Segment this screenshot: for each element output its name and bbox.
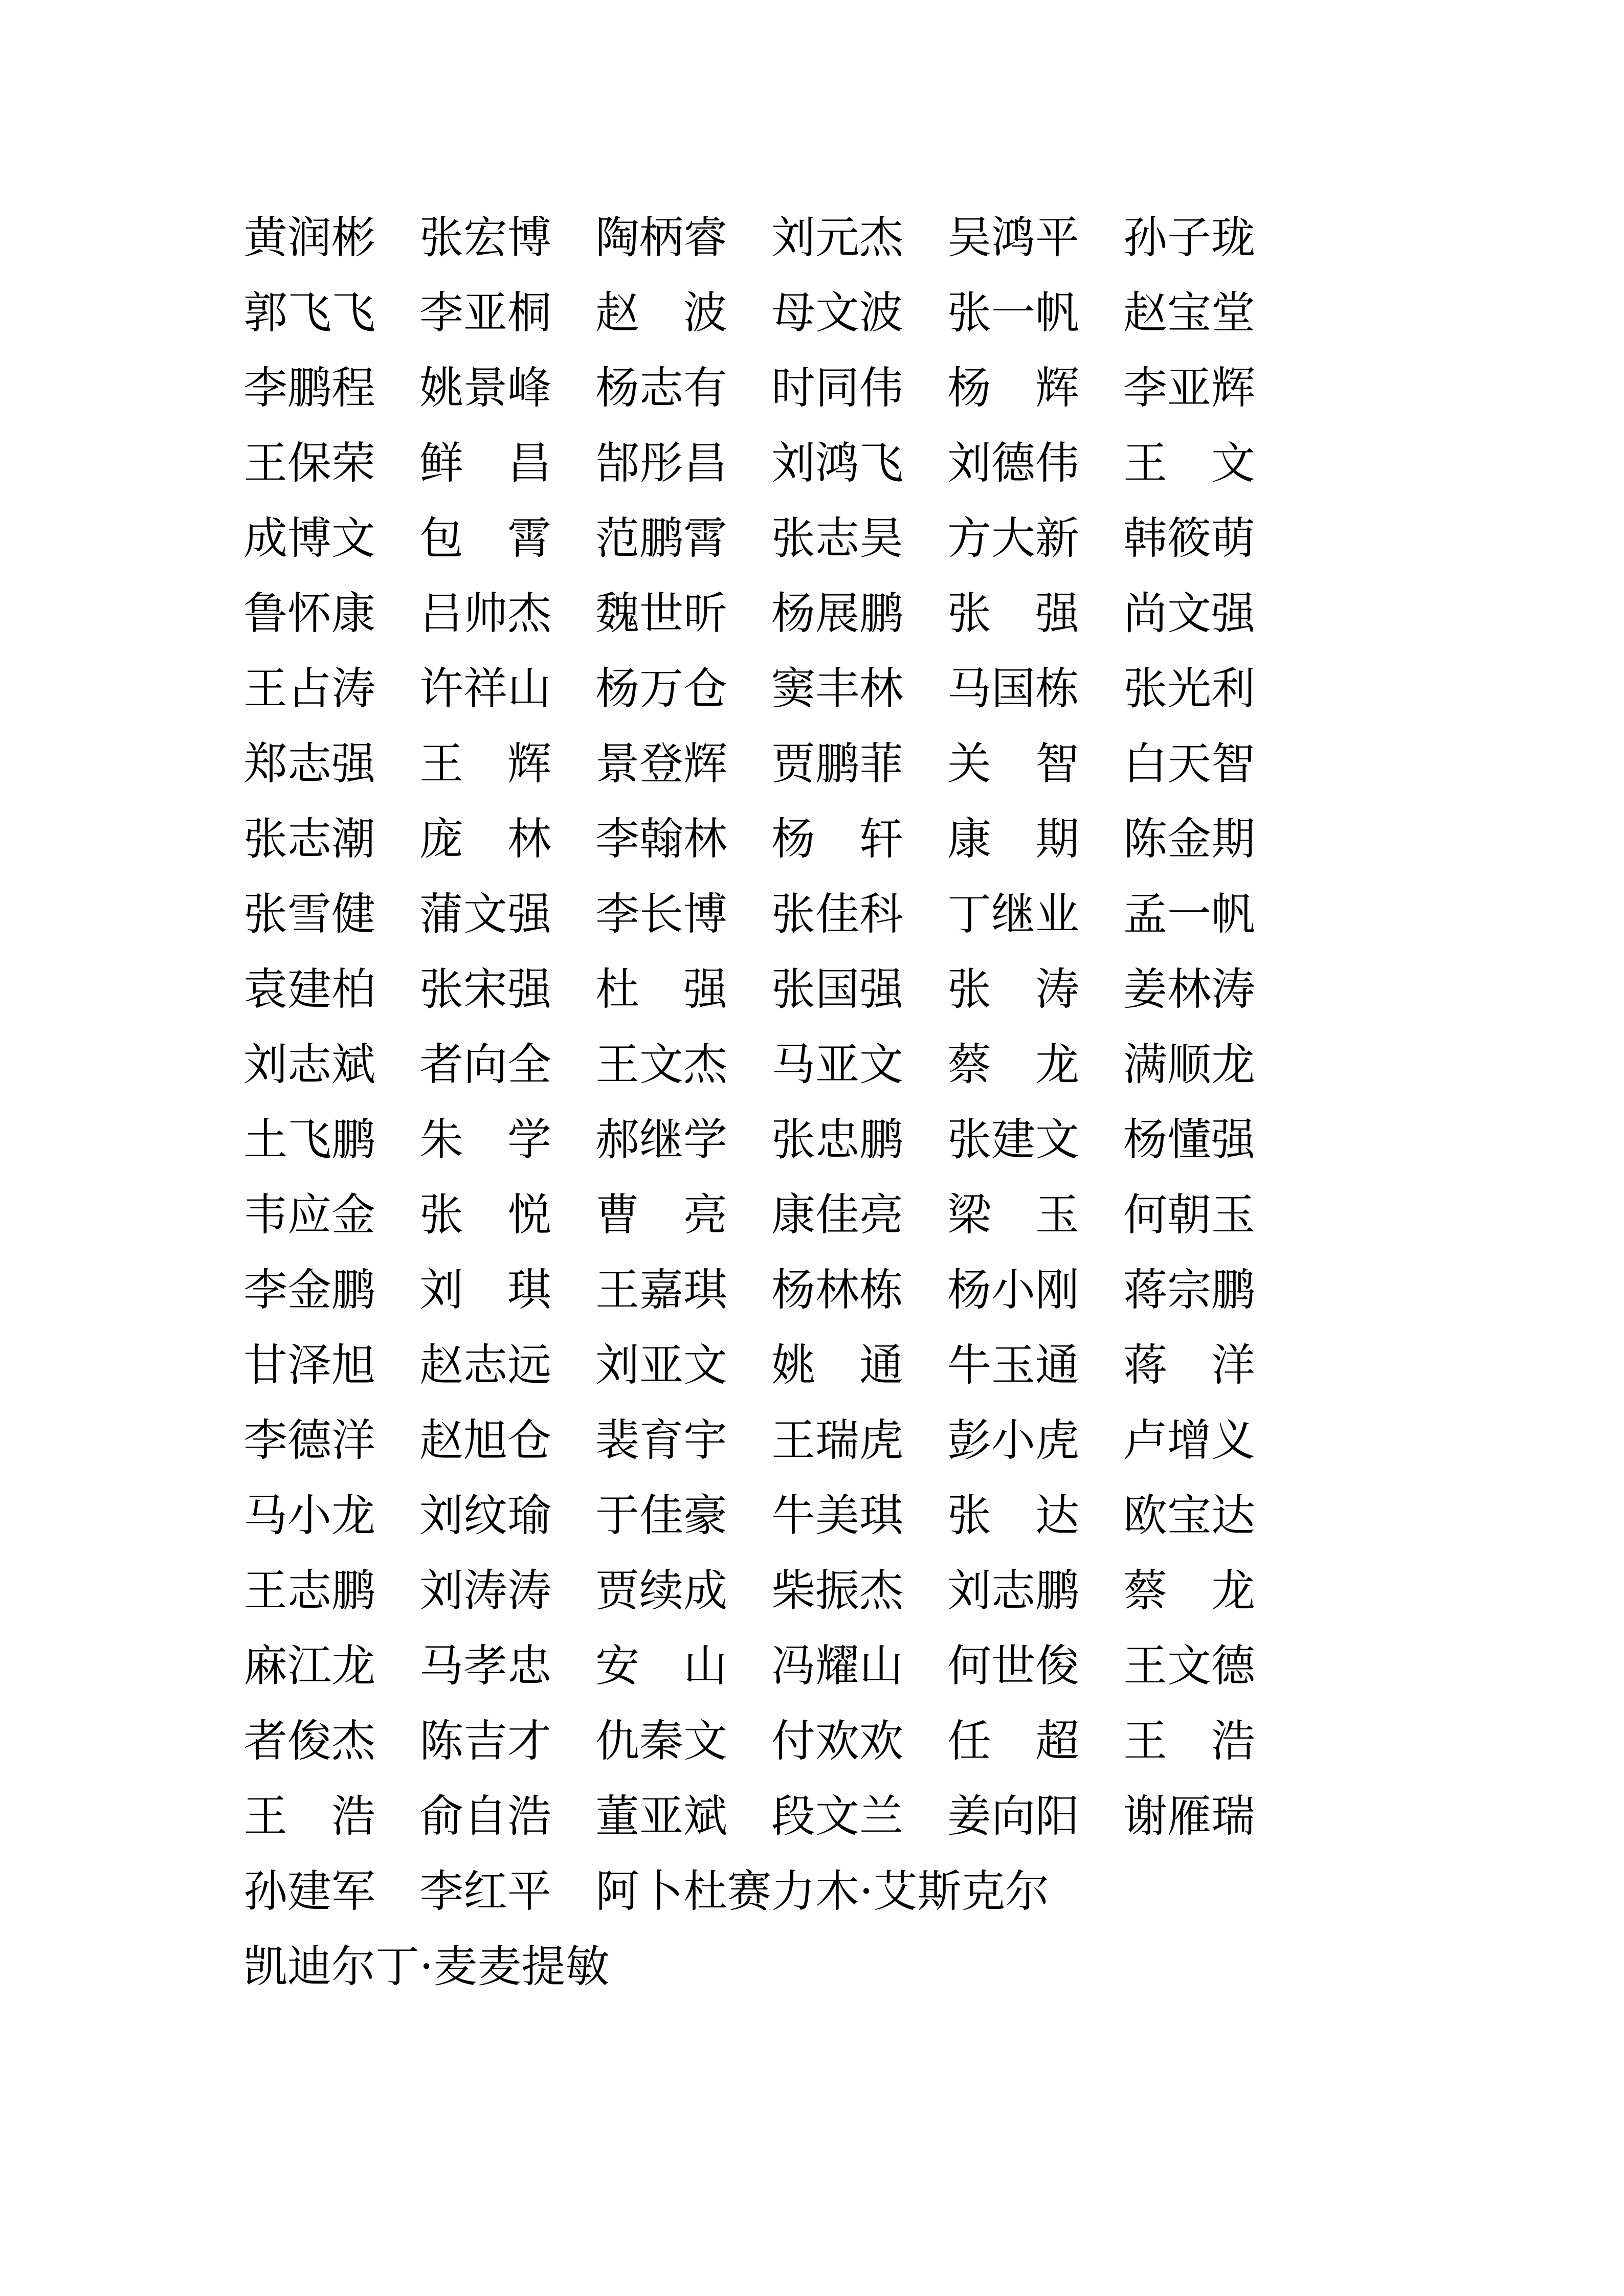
person-name: 刘涛涛 [419,1565,551,1616]
person-name: 李长博 [595,889,727,940]
person-name: 陈金期 [1123,814,1255,865]
person-name: 卢增义 [1123,1415,1255,1466]
person-name: 牛玉通 [947,1340,1079,1391]
person-name: 任 超 [947,1716,1079,1767]
person-name: 欧宝达 [1123,1490,1255,1541]
person-name: 郭飞飞 [243,287,375,339]
person-name: 阿卜杜赛力木·艾斯克尔 [595,1866,1050,1917]
person-name: 马国栋 [947,663,1079,714]
name-row [243,1178,1255,1253]
name-row [243,1554,1255,1629]
person-name: 杨懂强 [1123,1114,1255,1165]
name-row [243,1629,1255,1704]
person-name: 张 涛 [947,964,1079,1015]
person-name: 冯耀山 [771,1640,903,1692]
person-name: 张宋强 [419,964,551,1015]
person-name: 吕帅杰 [419,588,551,639]
person-name: 王嘉琪 [595,1265,727,1316]
person-name: 孟一帆 [1123,889,1255,940]
person-name: 李金鹏 [243,1265,375,1316]
person-name: 马小龙 [243,1490,375,1541]
person-name: 王志鹏 [243,1565,375,1616]
person-name: 张国强 [771,964,903,1015]
person-name: 成博文 [243,513,375,564]
person-name: 者俊杰 [243,1716,375,1767]
person-name: 曹 亮 [595,1189,727,1241]
person-name: 姜林涛 [1123,964,1255,1015]
person-name: 张光利 [1123,663,1255,714]
person-name: 鲜 昌 [419,438,551,489]
person-name: 李亚桐 [419,287,551,339]
person-name: 付欢欢 [771,1716,903,1767]
person-name: 姚景峰 [419,363,551,414]
person-name: 仇秦文 [595,1716,727,1767]
person-name: 蔡 龙 [947,1039,1079,1090]
person-name: 凯迪尔丁·麦麦提敏 [243,1941,610,1992]
person-name: 王瑞虎 [771,1415,903,1466]
person-name: 蒋 洋 [1123,1340,1255,1391]
person-name: 蔡 龙 [1123,1565,1255,1616]
person-name: 魏世昕 [595,588,727,639]
person-name: 张 达 [947,1490,1079,1541]
person-name: 李翰林 [595,814,727,865]
person-name: 郝继学 [595,1114,727,1165]
person-name: 刘鸿飞 [771,438,903,489]
person-name: 王文德 [1123,1640,1255,1692]
person-name: 柴振杰 [771,1565,903,1616]
person-name: 白天智 [1123,738,1255,790]
person-name: 景登辉 [595,738,727,790]
name-row [243,200,1255,276]
person-name: 李亚辉 [1123,363,1255,414]
name-row [243,1328,1255,1403]
name-row [243,1027,1255,1102]
person-name: 关 智 [947,738,1079,790]
person-name: 韩筱萌 [1123,513,1255,564]
person-name: 杨志有 [595,363,727,414]
person-name: 杨林栋 [771,1265,903,1316]
person-name: 窦丰林 [771,663,903,714]
person-name: 麻江龙 [243,1640,375,1692]
person-name: 尚文强 [1123,588,1255,639]
person-name: 刘志鹏 [947,1565,1079,1616]
name-row [243,651,1255,727]
person-name: 张一帆 [947,287,1079,339]
person-name: 俞自浩 [419,1791,551,1842]
person-name: 朱 学 [419,1114,551,1165]
name-row [243,802,1255,877]
person-name: 张志昊 [771,513,903,564]
person-name: 刘志斌 [243,1039,375,1090]
name-row [243,426,1255,501]
name-row [243,351,1255,426]
person-name: 张雪健 [243,889,375,940]
person-name: 杨万仓 [595,663,727,714]
person-name: 何朝玉 [1123,1189,1255,1241]
person-name: 者向全 [419,1039,551,1090]
person-name: 陶柄睿 [595,212,727,263]
person-name: 安 山 [595,1640,727,1692]
person-name: 姜向阳 [947,1791,1079,1842]
person-name: 李德洋 [243,1415,375,1466]
person-name: 牛美琪 [771,1490,903,1541]
person-name: 贾续成 [595,1565,727,1616]
person-name: 赵 波 [595,287,727,339]
person-name: 王 浩 [243,1791,375,1842]
person-name: 杨展鹏 [771,588,903,639]
person-name: 郜彤昌 [595,438,727,489]
person-name: 杨小刚 [947,1265,1079,1316]
person-name: 刘德伟 [947,438,1079,489]
person-name: 许祥山 [419,663,551,714]
person-name: 张忠鹏 [771,1114,903,1165]
person-name: 马亚文 [771,1039,903,1090]
person-name: 鲁怀康 [243,588,375,639]
person-name: 王 浩 [1123,1716,1255,1767]
person-name: 张建文 [947,1114,1079,1165]
name-row [243,276,1255,351]
person-name: 贾鹏菲 [771,738,903,790]
name-row [243,1102,1255,1178]
person-name: 包 霄 [419,513,551,564]
person-name: 段文兰 [771,1791,903,1842]
person-name: 张佳科 [771,889,903,940]
person-name: 韦应金 [243,1189,375,1241]
person-name: 赵志远 [419,1340,551,1391]
person-name: 何世俊 [947,1640,1079,1692]
person-name: 土飞鹏 [243,1114,375,1165]
name-row [243,1929,1255,2005]
person-name: 吴鸿平 [947,212,1079,263]
person-name: 蒋宗鹏 [1123,1265,1255,1316]
person-name: 张 悦 [419,1189,551,1241]
name-row [243,877,1255,952]
person-name: 杜 强 [595,964,727,1015]
person-name: 刘亚文 [595,1340,727,1391]
person-name: 张志潮 [243,814,375,865]
person-name: 康 期 [947,814,1079,865]
name-row [243,1253,1255,1328]
person-name: 时同伟 [771,363,903,414]
person-name: 赵宝堂 [1123,287,1255,339]
person-name: 庞 林 [419,814,551,865]
person-name: 蒲文强 [419,889,551,940]
person-name: 母文波 [771,287,903,339]
person-name: 刘纹瑜 [419,1490,551,1541]
name-row [243,1478,1255,1554]
person-name: 王占涛 [243,663,375,714]
person-name: 彭小虎 [947,1415,1079,1466]
person-name: 王保荣 [243,438,375,489]
name-list [243,200,1255,2005]
person-name: 李红平 [419,1866,551,1917]
name-row [243,1704,1255,1779]
person-name: 于佳豪 [595,1490,727,1541]
person-name: 满顺龙 [1123,1039,1255,1090]
person-name: 刘 琪 [419,1265,551,1316]
person-name: 王文杰 [595,1039,727,1090]
person-name: 王 文 [1123,438,1255,489]
person-name: 丁继业 [947,889,1079,940]
person-name: 张宏博 [419,212,551,263]
name-row [243,952,1255,1027]
person-name: 马孝忠 [419,1640,551,1692]
person-name: 范鹏霄 [595,513,727,564]
person-name: 孙子珑 [1123,212,1255,263]
person-name: 袁建柏 [243,964,375,1015]
name-row [243,576,1255,651]
person-name: 黄润彬 [243,212,375,263]
name-row [243,727,1255,802]
name-row [243,1779,1255,1854]
person-name: 康佳亮 [771,1189,903,1241]
name-row [243,1854,1255,1929]
person-name: 董亚斌 [595,1791,727,1842]
person-name: 孙建军 [243,1866,375,1917]
person-name: 杨 辉 [947,363,1079,414]
person-name: 王 辉 [419,738,551,790]
person-name: 方大新 [947,513,1079,564]
person-name: 张 强 [947,588,1079,639]
name-row [243,1403,1255,1478]
person-name: 陈吉才 [419,1716,551,1767]
person-name: 裴育宇 [595,1415,727,1466]
person-name: 刘元杰 [771,212,903,263]
name-row [243,501,1255,576]
person-name: 甘泽旭 [243,1340,375,1391]
person-name: 赵旭仓 [419,1415,551,1466]
person-name: 姚 通 [771,1340,903,1391]
person-name: 郑志强 [243,738,375,790]
person-name: 梁 玉 [947,1189,1079,1241]
person-name: 谢雁瑞 [1123,1791,1255,1842]
person-name: 李鹏程 [243,363,375,414]
person-name: 杨 轩 [771,814,903,865]
